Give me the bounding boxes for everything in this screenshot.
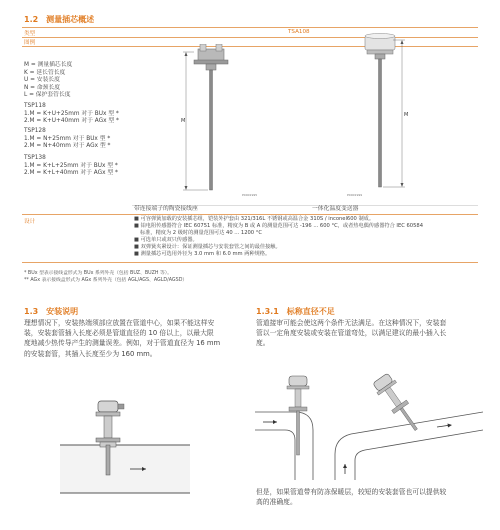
formula-group-name: TSP138 xyxy=(24,155,46,161)
formula-line: 1.M = K+U+25mm 对于 BUx 型 * xyxy=(24,110,119,117)
formula-line: 1.M = N+25mm 对于 BUx 型 * xyxy=(24,135,111,142)
text-line: 管道接审可能会使这两个条件无法满足。在这种情况下，安装套 xyxy=(256,319,447,327)
text-line: 但是，如果管道带有防冻保暖层，较短的安装套管也可以提供较 xyxy=(256,488,447,496)
text-line: 高的准确度。 xyxy=(256,498,297,507)
section-title: 测量插芯概述 xyxy=(46,15,95,24)
table-rule xyxy=(22,214,478,215)
formula-line: 2.M = K+U+40mm 对于 AGx 型 * xyxy=(24,118,119,125)
design-item: ■ 测量插芯可选用外径为 3.0 mm 和 6.0 mm 两种规格。 xyxy=(134,251,271,257)
legend-item: U = 安装长度 xyxy=(24,77,60,84)
section-number: 1.2 xyxy=(24,15,39,24)
legend-list xyxy=(24,62,72,100)
installation-elbow-illustration xyxy=(255,372,483,480)
legend-item: N = 命颈长度 xyxy=(24,84,61,91)
formula-group xyxy=(24,155,118,178)
install-paragraph xyxy=(24,318,246,359)
table-header-type: 类型 xyxy=(24,31,36,37)
text-line: 理想情况下，安装热端须部应放置在管道中心，如果不能这样安 xyxy=(24,319,215,327)
footnote: ** AGx 表示接线盒形式为 AGx 系列外壳（包括 AGL/AGS、AGLD/AGSD） xyxy=(24,278,188,283)
formula-group xyxy=(24,128,110,151)
section-heading-diameter xyxy=(256,306,335,317)
installation-straight-pipe-illustration xyxy=(60,395,190,525)
legend-item: L = 保护套管长度 xyxy=(24,92,71,99)
legend-item: K = 延长管长度 xyxy=(24,69,66,76)
section-number: 1.3 xyxy=(24,307,39,316)
text-line: 度地减少热传导产生的测量误差。例如，对于管道直径为 16 mm xyxy=(24,339,221,348)
formula-group xyxy=(24,103,119,126)
dimension-label: M xyxy=(404,112,409,118)
formula-group-name: TSP118 xyxy=(24,103,46,109)
section-heading xyxy=(24,14,94,25)
formula-group-name: TSP128 xyxy=(24,128,46,134)
section-title: 安装说明 xyxy=(46,307,79,316)
diameter-paragraph xyxy=(256,318,480,349)
design-item: ■ 可容弹簧加载的安装插芯组，铠装外护套由 321/316L 不锈钢或高温合金 310S / inconel600 制成。 xyxy=(134,216,375,222)
caption-terminal-block: 带连接端子的陶瓷接线座 xyxy=(134,206,198,212)
section-heading-install xyxy=(24,306,78,317)
insert-drawing-transmitter xyxy=(345,30,455,208)
table-rule xyxy=(22,262,478,263)
design-label: 设计 xyxy=(24,219,36,225)
design-item: ■ 双弹簧夹紧设计：保证测量插芯与安装套管之间的最佳接触。 xyxy=(134,244,281,250)
footnote: * BUx 型表示接线盒形式为 BUx 系列外壳（包括 BUZ、BUZH 等）。 xyxy=(24,271,172,276)
caption-transmitter: 一体化温度变送器 xyxy=(312,206,359,212)
design-item: 标准，精度为 2 级时的测量范围可达 40 ... 1200 °C xyxy=(140,230,262,236)
text-line: 度。 xyxy=(256,339,270,348)
footnotes xyxy=(24,270,187,284)
table-row-drawing: 图例 xyxy=(24,40,36,46)
text-line: 装，安装套管插入长度必须是管道直径的 10 倍以上，以最大限 xyxy=(24,329,214,338)
text-line: 的安装套管，其插入长度至少为 160 mm。 xyxy=(24,349,157,358)
formula-line: 2.M = K+L+40mm 对于 AGx 型 * xyxy=(24,170,118,177)
design-list xyxy=(134,216,478,258)
text-line: 管以一定角度安装或安装在管道弯处，以满足建议的最小插入长 xyxy=(256,329,447,338)
section-rule xyxy=(22,27,478,28)
section-title: 标称直径不足 xyxy=(286,307,335,316)
formula-line: 1.M = K+L+25mm 对于 BUx 型 * xyxy=(24,162,118,169)
section-number: 1.3.1 xyxy=(256,307,279,316)
insert-drawing-terminal-block xyxy=(150,44,280,204)
figure-code: P0001999 xyxy=(347,193,363,197)
design-item: ■ 铂电阻传感器符合 IEC 60751 标准，精度为 B 或 A 的测量范围可达 -196 ... 600 °C，或者热电偶传感器符合 IEC 60584 xyxy=(134,223,423,229)
design-item: ■ 可选单只或双只传感器。 xyxy=(134,237,198,243)
dimension-label: M xyxy=(181,118,186,124)
formula-line: 2.M = N+40mm 对于 AGx 型 * xyxy=(24,143,111,150)
figure-code: P0001995 xyxy=(242,193,258,197)
legend-item: M = 测量插芯长度 xyxy=(24,62,73,68)
diameter-bottom-paragraph xyxy=(256,487,480,507)
table-header-model: TSA108 xyxy=(288,29,310,35)
